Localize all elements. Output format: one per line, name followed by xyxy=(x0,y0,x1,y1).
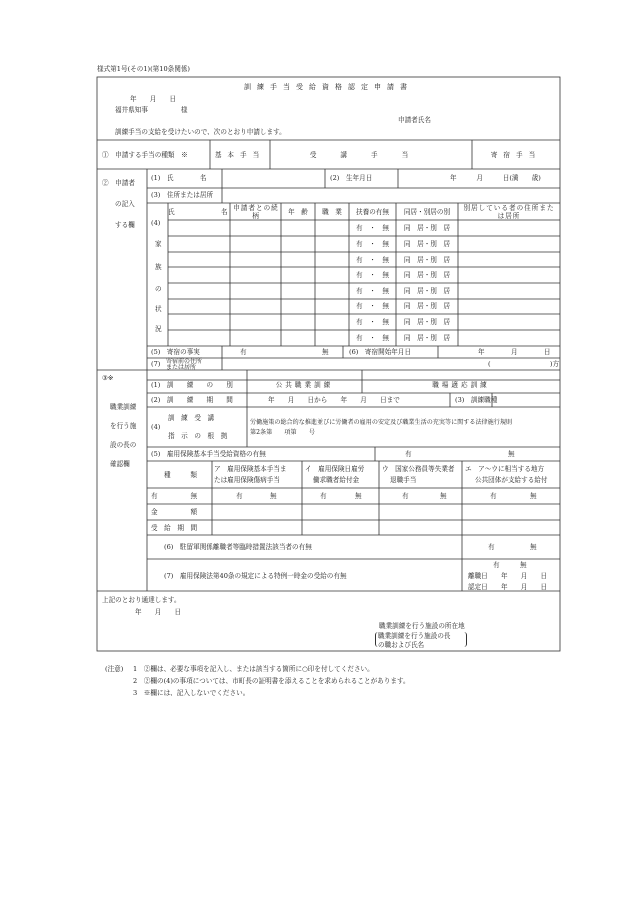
fam-dependent: 有 ・ 無 xyxy=(356,302,389,310)
name-label: (1) 氏 名 xyxy=(151,174,207,182)
q7-no: 無 xyxy=(520,561,527,569)
fam-cohabit: 同 居・別 居 xyxy=(403,287,451,295)
job-type-label: (3) 訓練職種 xyxy=(455,396,498,404)
period-label: (2) 訓 練 期 間 xyxy=(151,396,233,404)
dorm-start-value: 年 月 日 xyxy=(478,348,551,356)
fam-cohabit: 同 居・別 居 xyxy=(403,240,451,248)
umu-no-a: 無 xyxy=(270,492,277,500)
birth-value: 年 月 日(満 歳) xyxy=(450,174,541,182)
facility-location: 職業訓練を行う施設の所在地 xyxy=(379,622,465,630)
prev-address-no: (7) xyxy=(151,360,161,368)
dorm-no: 無 xyxy=(322,348,329,356)
instr-text-1: 労働施策の総合的な推進並びに労働者の雇用の安定及び職業生活の充実等に関する法律施行規則 xyxy=(250,419,513,426)
applicant-name-label: 申請者氏名 xyxy=(398,116,431,124)
s1-juko: 受講手当 xyxy=(309,151,433,159)
umu-label: 有 無 xyxy=(151,492,198,500)
q7-cert: 認定日 年 月 日 xyxy=(468,583,548,591)
form-title: 訓練手当受給資格認定申請書 xyxy=(244,83,413,91)
prev-address-paren: ( )方 xyxy=(488,360,560,368)
umu-yes-i: 有 xyxy=(320,492,327,500)
family-side-4: 状 xyxy=(155,305,162,313)
fam-h-relation: 申請者との続柄 xyxy=(233,204,279,220)
eligible-no: 無 xyxy=(508,450,515,458)
amount-label: 金 額 xyxy=(151,508,198,516)
q7-label: (7) 雇用保険法第40条の規定による特例一時金の受給の有無 xyxy=(164,572,347,580)
date-line: 年 月 日 xyxy=(130,95,177,103)
period2-label: 受 給 期 間 xyxy=(151,524,198,532)
fam-dependent: 有 ・ 無 xyxy=(356,240,389,248)
s1-label: ① 申請する手当の種類 ※ xyxy=(102,151,188,159)
kind-u2: 退職手当 xyxy=(390,476,417,484)
fam-h-address: 別居している者の住所または居所 xyxy=(463,204,555,220)
fam-h-age: 年 齢 xyxy=(288,208,308,216)
train-adapt: 職場適応訓練 xyxy=(432,381,490,389)
kind-label: 種 類 xyxy=(164,471,197,479)
s3-side-3: を行う施 xyxy=(110,422,137,430)
s2-side-3: する欄 xyxy=(115,221,135,229)
kind-a1: ア 雇用保険基本手当ま xyxy=(214,465,287,473)
dorm-yes: 有 xyxy=(240,348,247,356)
fam-cohabit: 同 居・別 居 xyxy=(403,224,451,232)
kind-u1: ウ 国家公務員等失業者 xyxy=(382,465,455,473)
kind-e2: 公共団体が支給する給付 xyxy=(475,476,548,484)
footer-date: 年 月 日 xyxy=(135,608,182,616)
fam-h-job: 職 業 xyxy=(322,208,342,216)
umu-no-e: 無 xyxy=(530,492,537,500)
q6-label: (6) 駐留軍関係離職者等臨時措置法該当者の有無 xyxy=(164,543,312,551)
train-type-label: (1) 訓 練 の 別 xyxy=(151,381,233,389)
kind-i1: イ 雇用保険日雇労 xyxy=(305,465,365,473)
eligible-yes: 有 xyxy=(405,450,412,458)
umu-yes-e: 有 xyxy=(490,492,497,500)
period-value: 年 月 日から 年 月 日まで xyxy=(268,396,400,404)
q7-yes: 有 xyxy=(493,561,500,569)
fam-dependent: 有 ・ 無 xyxy=(356,271,389,279)
facility-head-1: 職業訓練を行う施設の長 xyxy=(378,632,451,640)
s3-side-5: 確認欄 xyxy=(110,460,130,468)
s1-kihon: 基本手当 xyxy=(214,151,266,159)
umu-yes-a: 有 xyxy=(236,492,243,500)
fam-dependent: 有 ・ 無 xyxy=(356,318,389,326)
q6-no: 無 xyxy=(530,543,537,551)
train-public: 公共職業訓練 xyxy=(275,381,334,389)
s1-kishuku: 寄宿手当 xyxy=(490,151,542,159)
intro-text: 訓練手当の支給を受けたいので、次のとおり申請します。 xyxy=(115,128,286,136)
fam-dependent: 有 ・ 無 xyxy=(356,224,389,232)
footer-confirm: 上記のとおり通達します。 xyxy=(102,596,181,604)
dorm-start-label: (6) 寄宿開始年月日 xyxy=(349,348,412,356)
umu-yes-u: 有 xyxy=(402,492,409,500)
prev-address-label-2: または居所 xyxy=(166,364,197,371)
family-side-2: 族 xyxy=(155,263,162,271)
family-side-5: 況 xyxy=(155,325,162,333)
family-side-3: の xyxy=(155,285,162,293)
note-3: 3 ※欄には、記入しないでください。 xyxy=(133,689,250,697)
fam-cohabit: 同 居・別 居 xyxy=(403,318,451,326)
umu-no-i: 無 xyxy=(355,492,362,500)
fam-h-dependent: 扶養の有無 xyxy=(356,208,389,216)
s3-side-1: ③※ xyxy=(102,374,114,382)
facility-head-2: の職および氏名 xyxy=(378,641,425,649)
kind-i2: 働求職者給付金 xyxy=(313,476,360,484)
fam-cohabit: 同 居・別 居 xyxy=(403,334,451,342)
q6-yes: 有 xyxy=(488,543,495,551)
birth-label: (2) 生年月日 xyxy=(330,174,373,182)
umu-no-u: 無 xyxy=(440,492,447,500)
prev-address-label-1: 寄宿前の住所 xyxy=(166,358,203,365)
instr-text-2: 第2条第 項第 号 xyxy=(250,429,315,436)
s3-side-4: 設の長の xyxy=(110,441,137,449)
fam-cohabit: 同 居・別 居 xyxy=(403,256,451,264)
instr-no: (4) xyxy=(151,423,161,431)
fam-h-name: 氏 名 xyxy=(168,208,232,216)
fam-dependent: 有 ・ 無 xyxy=(356,287,389,295)
family-no: (4) xyxy=(151,219,161,227)
address-label: (3) 住所または居所 xyxy=(151,191,214,199)
q7-leave: 離職日 年 月 日 xyxy=(468,572,548,580)
form-number: 様式第1号(その1)(第10条関係) xyxy=(97,65,191,73)
eligible-label: (5) 雇用保険基本手当受給資格の有無 xyxy=(151,450,266,458)
kind-e1: エ ア〜ウに相当する地方 xyxy=(465,465,545,473)
s2-side-1: ② 申請者 xyxy=(102,179,135,187)
addressee: 福井県知事 様 xyxy=(115,106,188,114)
fam-dependent: 有 ・ 無 xyxy=(356,334,389,342)
dorm-label: (5) 寄宿の事実 xyxy=(151,348,200,356)
notes-label: (注意) xyxy=(105,665,124,673)
fam-cohabit: 同 居・別 居 xyxy=(403,271,451,279)
s3-side-2: 職業訓練 xyxy=(110,403,137,411)
fam-dependent: 有 ・ 無 xyxy=(356,256,389,264)
instr-label-2: 指 示 の 根 拠 xyxy=(168,432,228,440)
family-side-1: 家 xyxy=(155,240,162,248)
fam-h-cohabit: 同居・別居の別 xyxy=(403,208,451,216)
note-2: 2 ②欄の(4)の事項については、市町長の証明書を添えることを求められることがあります。 xyxy=(133,677,410,685)
instr-label-1: 訓 練 受 講 xyxy=(168,414,215,422)
fam-cohabit: 同 居・別 居 xyxy=(403,302,451,310)
s2-side-2: の記入 xyxy=(115,200,135,208)
kind-a2: たは雇用保険傷病手当 xyxy=(214,476,280,484)
note-1: 1 ②欄は、必要な事項を記入し、または該当する箇所に○印を付してください。 xyxy=(133,665,374,673)
